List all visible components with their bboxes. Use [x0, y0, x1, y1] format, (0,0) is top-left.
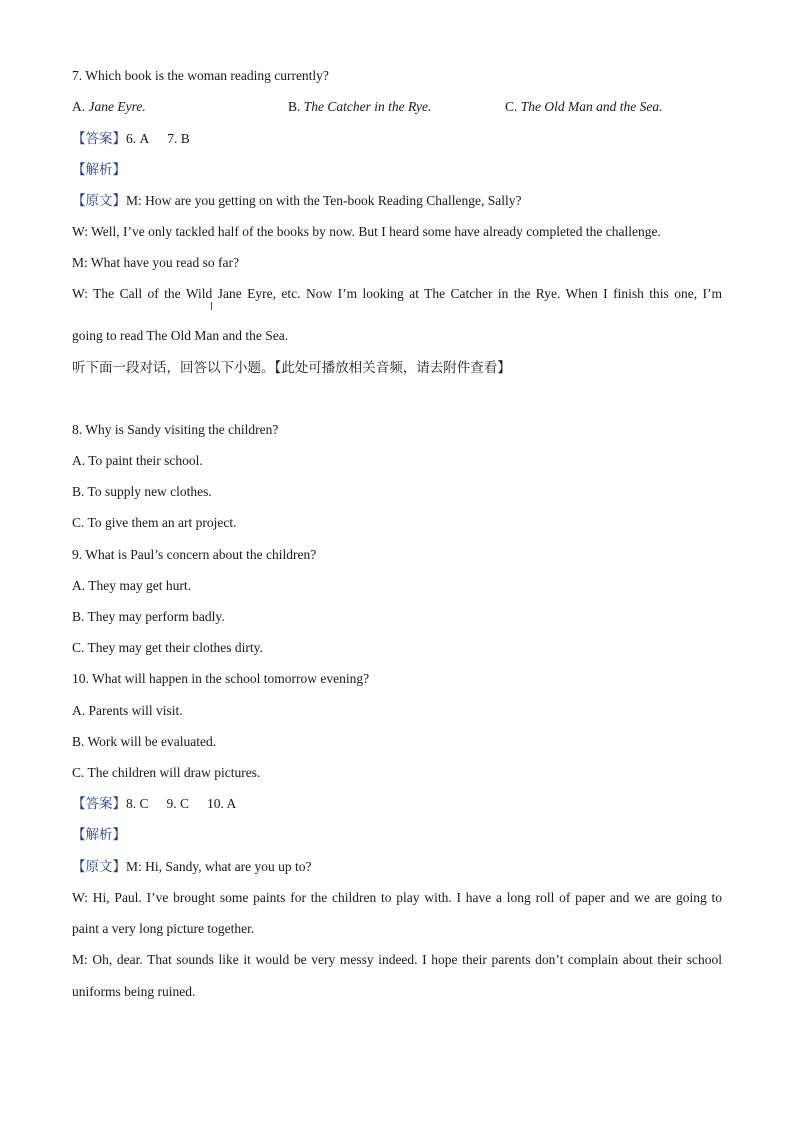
- q10-option-a: A. Parents will visit.: [72, 703, 183, 718]
- transcript-line-1-3: M: What have you read so far?: [72, 255, 239, 270]
- transcript-line-2-5: uniforms being ruined.: [72, 984, 196, 999]
- transcript-tag: 【原文】: [72, 859, 126, 875]
- transcript-tag: 【原文】: [72, 193, 126, 209]
- transcript-line-2-3: paint a very long picture together.: [72, 921, 255, 936]
- q9-question: 9. What is Paul’s concern about the children?: [72, 547, 317, 562]
- transcript-line-1-4: W: The Call of the Wild Jane Eyre, etc. Now I’m looking at The Catcher in the Rye. When I finish this one, I’m: [72, 286, 722, 301]
- answer-line-2: [72, 795, 236, 813]
- answer-7: 7. B: [167, 131, 190, 146]
- transcript-line-1-5: going to read The Old Man and the Sea.: [72, 328, 289, 343]
- transcript-line-1-1: 【原文】M: How are you getting on with the Ten-book Reading Challenge, Sally?: [72, 193, 522, 209]
- answer-line-1: [72, 130, 190, 148]
- q10-option-c: C. The children will draw pictures.: [72, 765, 261, 780]
- q9-option-b: B. They may perform badly.: [72, 609, 225, 624]
- q10-option-b: B. Work will be evaluated.: [72, 734, 217, 749]
- q8-option-b: B. To supply new clothes.: [72, 484, 212, 499]
- q10-question: 10. What will happen in the school tomorrow evening?: [72, 671, 370, 686]
- answer-tag: 【答案】: [72, 131, 126, 147]
- answer-9: 9. C: [166, 796, 190, 811]
- q7-option-b: B. The Catcher in the Rye.: [288, 99, 432, 114]
- q7-option-c: C. The Old Man and the Sea.: [505, 99, 663, 114]
- transcript-line-1-2: W: Well, I’ve only tackled half of the books by now. But I heard some have already completed the challenge.: [72, 224, 661, 239]
- answer-10: 10. A: [207, 796, 237, 811]
- answer-8: 8. C: [126, 796, 149, 811]
- q8-question: 8. Why is Sandy visiting the children?: [72, 422, 279, 437]
- transcript-line-2-2: W: Hi, Paul. I’ve brought some paints for the children to play with. I have a long roll of paper and we are going to: [72, 890, 722, 905]
- transcript-line-2-4: M: Oh, dear. That sounds like it would be very messy indeed. I hope their parents don’t complain about their school: [72, 952, 722, 967]
- q8-option-a: A. To paint their school.: [72, 453, 203, 468]
- q7-option-a: A. Jane Eyre.: [72, 99, 146, 114]
- q7-question: 7. Which book is the woman reading currently?: [72, 68, 329, 83]
- analysis-tag-2: 【解析】: [72, 827, 126, 843]
- transcript-line-2-1: 【原文】M: Hi, Sandy, what are you up to?: [72, 859, 312, 875]
- answer-tag: 【答案】: [72, 796, 126, 812]
- analysis-tag-1: 【解析】: [72, 162, 126, 178]
- q8-option-c: C. To give them an art project.: [72, 515, 237, 530]
- answer-6: 6. A: [126, 131, 150, 146]
- q9-option-c: C. They may get their clothes dirty.: [72, 640, 263, 655]
- q9-option-a: A. They may get hurt.: [72, 578, 191, 593]
- stray-mark: [211, 302, 212, 310]
- listening-instruction: 听下面一段对话，回答以下小题。【此处可播放相关音频，请去附件查看】: [72, 360, 511, 376]
